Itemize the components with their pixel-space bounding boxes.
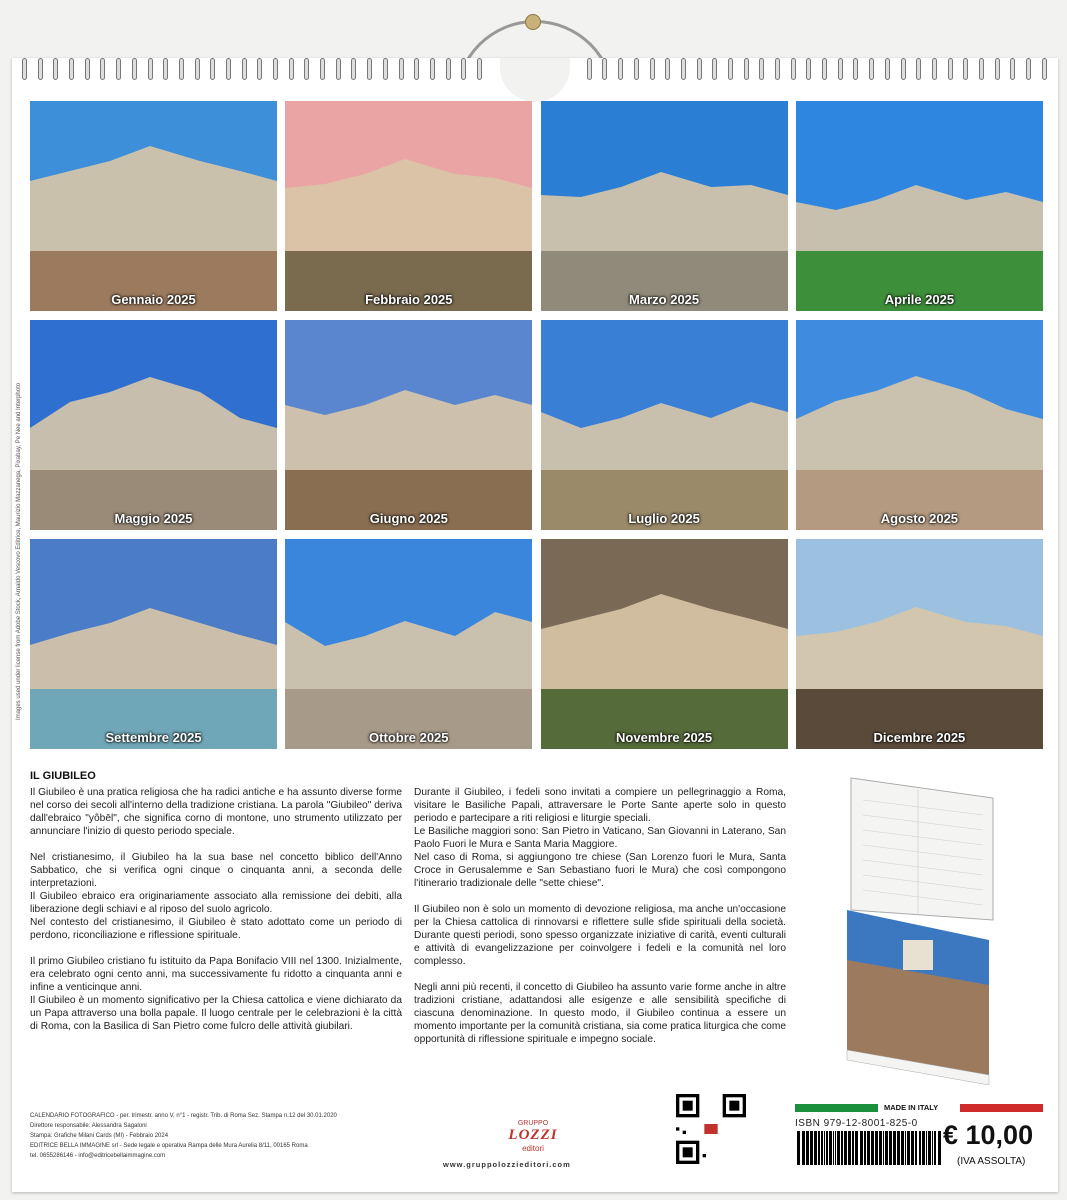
spiral-coil [995, 58, 1000, 80]
month-photo [541, 539, 788, 749]
month-label: Gennaio 2025 [111, 292, 196, 307]
spiral-coil [775, 58, 780, 80]
imprint-block [30, 1111, 410, 1161]
spiral-coil [226, 58, 231, 80]
spiral-coil [587, 58, 592, 80]
spiral-coil [712, 58, 717, 80]
spiral-coil [22, 58, 27, 80]
spiral-coil [100, 58, 105, 80]
spiral-coil [69, 58, 74, 80]
spiral-coil [618, 58, 623, 80]
imprint-line: Stampa: Grafiche Milani Cards (MI) - Febbraio 2024 [30, 1133, 169, 1139]
spiral-coil [869, 58, 874, 80]
spiral-coil [273, 58, 278, 80]
landmark-photo [30, 539, 277, 749]
month-label: Dicembre 2025 [873, 730, 966, 745]
month-label: Luglio 2025 [628, 511, 700, 526]
spiral-coil [304, 58, 309, 80]
landmark-photo [30, 320, 277, 530]
landmark-photo [541, 320, 788, 530]
spiral-coil [806, 58, 811, 80]
publisher-website: www.gruppolozzieditori.com [443, 1160, 571, 1169]
month-photo-grid [30, 101, 1043, 749]
spiral-coil [195, 58, 200, 80]
spiral-coil [242, 58, 247, 80]
spiral-coil [759, 58, 764, 80]
publisher-logo [503, 1120, 563, 1153]
spiral-coil [822, 58, 827, 80]
spiral-coil [838, 58, 843, 80]
isbn-barcode [795, 1131, 945, 1165]
made-in-italy-label: MADE IN ITALY [880, 1103, 942, 1112]
spiral-coil [477, 58, 482, 80]
spiral-coil [414, 58, 419, 80]
isbn-number: ISBN 979-12-8001-825-0 [795, 1118, 918, 1129]
spiral-coil [885, 58, 890, 80]
photo-credit: Images used under license from Adobe Stock, Arnaldo Vescovo Editrice, Maurizio Mazzanega, Pixabay, Pe Nee and Interphoto [16, 382, 22, 720]
calendar-mockup-image [843, 770, 995, 1085]
spiral-coil [979, 58, 984, 80]
imprint-line: Direttore responsabile: Alessandra Sagaloni [30, 1123, 147, 1129]
spiral-coil [948, 58, 953, 80]
month-photo [30, 320, 277, 530]
spiral-coil [289, 58, 294, 80]
price: € 10,00 [943, 1120, 1034, 1150]
spiral-coil [320, 58, 325, 80]
month-label: Settembre 2025 [105, 730, 202, 745]
spiral-coil [650, 58, 655, 80]
article-column-2: Durante il Giubileo, i fedeli sono invitati a compiere un pellegrinaggio a Roma, visitare le Basiliche Papali, attraversare le Porte Sante aperte solo in questo periodo e partecipare a riti religiosi e liturgie speciali. Le Basiliche maggiori sono: San Pietro in Vaticano, San Giovanni in Laterano, San Paolo Fuori le Mura e Santa Maria Maggiore. Nel caso di Roma, si aggiungono tre chiese (San Lorenzo fuori le Mura, Santa Croce in Gerusalemme e San Sebastiano fuori le Mura) che così compongono l'itinerario tradizionale delle "sette chiese". Il Giubileo non è solo un momento di devozione religiosa, ma anche un'occasione per la Chiesa cattolica di rinnovarsi e riflettere sulle sfide spirituali della società. Durante questi periodi, sono spesso organizzate iniziative di carità, eventi culturali e attività di evangelizzazione per coinvolgere i fedeli e la comunità nel loro complesso. Negli anni più recenti, il concetto di Giubileo ha assunto varie forme anche in altre tradizioni cristiane, adattandosi alle esigenze e alle sensibilità specifiche di ciascuna denominazione. In questo modo, il Giubileo continua a essere un momento importante per la comunità cristiana, sia come pratica liturgica che come opportunità di riflessione spirituale e impegno sociale. [414, 787, 786, 1045]
spiral-coil [602, 58, 607, 80]
spiral-coil [1042, 58, 1047, 80]
landmark-photo [796, 101, 1043, 311]
spiral-coil [210, 58, 215, 80]
spiral-coil [38, 58, 43, 80]
wall-nail [525, 14, 541, 30]
spiral-coil [697, 58, 702, 80]
publisher-logo-name: LOZZI [508, 1127, 558, 1143]
imprint-line: tel. 0655286146 - info@editricebellaimmagine.com [30, 1153, 166, 1159]
spiral-coil [916, 58, 921, 80]
flag-green [795, 1104, 878, 1112]
spiral-coil [1026, 58, 1031, 80]
month-label: Agosto 2025 [880, 511, 959, 526]
spiral-coil [116, 58, 121, 80]
month-label: Ottobre 2025 [369, 730, 449, 745]
imprint-line: CALENDARIO FOTOGRAFICO - per. trimestr. anno V, n°1 - registr. Trib. di Roma Sez. Stampa n.12 del 30.01.2020 [30, 1113, 337, 1119]
article-column-1: Il Giubileo è una pratica religiosa che ha radici antiche e ha assunto diverse forme nel corso dei secoli all'interno della tradizione cristiana. La parola "Giubileo" deriva dall'ebraico "yôbēl", che significa corno di montone, uno strumento utilizzato per annunciare l'inizio di questo periodo speciale. Nel cristianesimo, il Giubileo ha la sua base nel concetto biblico dell'Anno Sabbatico, che si verifica ogni cinque o cinquanta anni, a seconda delle interpretazioni. Il Giubileo ebraico era originariamente associato alla remissione dei debiti, alla liberazione degli schiavi e al riposo del suolo agricolo. Nel contesto del cristianesimo, il Giubileo è stato adottato come un periodo di perdono, riconciliazione e riflessione spirituale. Il primo Giubileo cristiano fu istituito da Papa Bonifacio VIII nel 1300. Inizialmente, era celebrato ogni cento anni, ma successivamente fu ridotto a cinquanta anni e infine a venticinque anni. Il Giubileo è un momento significativo per la Chiesa cattolica e viene dichiarato da un Papa attraverso una bolla papale. Il luogo centrale per le celebrazioni è la città di Roma, con la Basilica di San Pietro come fulcro delle attività giubilari. [30, 787, 402, 1032]
spiral-coil [85, 58, 90, 80]
spiral-coil [853, 58, 858, 80]
spiral-coil [430, 58, 435, 80]
spiral-coil [791, 58, 796, 80]
month-photo [796, 101, 1043, 311]
spiral-coil [351, 58, 356, 80]
imprint-line: EDITRICE BELLA IMMAGINE srl - Sede legale e operativa Rampa delle Mura Aurelia 8/11, 00165 Roma [30, 1143, 308, 1149]
spiral-coil [336, 58, 341, 80]
spiral-coil [179, 58, 184, 80]
spiral-coil [257, 58, 262, 80]
landmark-photo [541, 101, 788, 311]
publisher-logo-sub: editori [522, 1144, 544, 1153]
qr-code [676, 1094, 746, 1164]
landmark-photo [541, 539, 788, 749]
spiral-coil [901, 58, 906, 80]
flag-red [960, 1104, 1043, 1112]
landmark-photo [796, 539, 1043, 749]
vat-note: (IVA ASSOLTA) [957, 1156, 1026, 1167]
spiral-coil [148, 58, 153, 80]
month-label: Marzo 2025 [629, 292, 700, 307]
month-photo [285, 539, 532, 749]
spiral-coil [744, 58, 749, 80]
month-label: Febbraio 2025 [365, 292, 453, 307]
month-photo [30, 101, 277, 311]
landmark-photo [796, 320, 1043, 530]
spiral-coil [1010, 58, 1015, 80]
month-photo [285, 101, 532, 311]
spiral-coil [163, 58, 168, 80]
spiral-coil [383, 58, 388, 80]
spiral-coil [53, 58, 58, 80]
month-photo [796, 539, 1043, 749]
spiral-coil [367, 58, 372, 80]
spiral-coil [681, 58, 686, 80]
month-photo [796, 320, 1043, 530]
spiral-coil [728, 58, 733, 80]
landmark-photo [285, 539, 532, 749]
month-label: Maggio 2025 [114, 511, 193, 526]
month-label: Aprile 2025 [884, 292, 955, 307]
spiral-coil [634, 58, 639, 80]
month-photo [30, 539, 277, 749]
spiral-coil [446, 58, 451, 80]
publisher-logo-top: GRUPPO [517, 1120, 549, 1127]
month-photo [285, 320, 532, 530]
spiral-coil [461, 58, 466, 80]
month-label: Giugno 2025 [369, 511, 448, 526]
article-title: IL GIUBILEO [30, 770, 96, 782]
month-photo [541, 101, 788, 311]
month-label: Novembre 2025 [616, 730, 713, 745]
spiral-coil [963, 58, 968, 80]
spiral-coil [665, 58, 670, 80]
landmark-photo [30, 101, 277, 311]
spiral-coil [932, 58, 937, 80]
spiral-coil [399, 58, 404, 80]
month-photo [541, 320, 788, 530]
landmark-photo [285, 320, 532, 530]
spiral-coil [132, 58, 137, 80]
landmark-photo [285, 101, 532, 311]
